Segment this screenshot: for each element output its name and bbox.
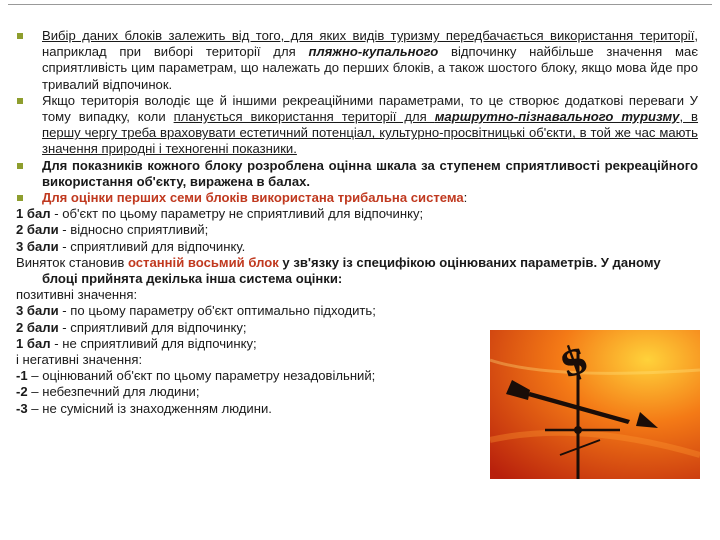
text-segment: Вибір даних блоків залежить від того, для яких видів туризму передбачається використання території [42,28,695,43]
square-bullet-icon [17,163,23,169]
text-segment: -2 [16,384,28,400]
text-line [16,303,476,319]
text-segment: пляжно-купального [308,44,439,60]
text-line [16,352,476,368]
text-line [16,384,476,400]
text-segment: 2 бали [16,222,59,238]
text-line [16,401,476,417]
text-line [16,206,698,222]
text-segment: 3 бали [16,303,59,319]
text-segment: – небезпечний для людини; [27,384,200,400]
top-divider [8,4,712,5]
text-line [16,336,476,352]
text-segment: - по цьому параметру об'єкт оптимально підходить; [58,303,376,319]
text-segment: 1 бал [16,206,51,222]
text-segment: Виняток становив [16,254,128,270]
square-bullet-icon [17,195,23,201]
weather-vane-photo [490,330,700,479]
text-line [16,368,476,384]
bullet-paragraph [16,158,698,190]
text-segment: – оцінюваний об'єкт по цьому параметру незадовільний; [27,368,376,384]
text-segment: відпочинку найбільше значення має сприятливість цим параметрам, що належать до перших блоків, а також шостого блоку, якщо мова йде про тривалий відпочинок. [42,44,698,92]
text-segment: – не сумісний із знаходженням людини. [27,400,272,416]
text-segment: - відносно сприятливий; [58,222,209,238]
text-segment: маршрутно-пізнавального туризму [434,109,680,125]
text-segment: - сприятливий для відпочинку. [58,238,246,254]
text-segment: - об'єкт по цьому параметру не сприятливий для відпочинку; [50,206,424,222]
text-segment: Якщо територія володіє ще й іншими рекреаційними параметрами, то це створює додаткові переваги У тому випадку, коли [42,92,698,125]
text-segment: Для оцінки перших семи блоків використана трибальна система [42,190,464,206]
text-segment: -3 [16,400,28,416]
text-segment: , в першу чергу треба враховувати естетичний потенціал, культурно-просвітницькі об'єкти, в той же час мають значення природні і техногенні показники. [42,109,699,157]
square-bullet-icon [17,33,23,39]
text-segment: останній восьмий блок [127,254,279,270]
text-segment: -1 [16,368,28,384]
square-bullet-icon [17,98,23,104]
text-segment: , наприклад при виборі території для [42,28,698,60]
text-segment: : [463,190,468,206]
text-line [16,255,698,287]
text-line [16,239,698,255]
dollar-icon: $ [552,334,595,388]
bullet-paragraph [16,190,698,206]
text-segment: планується використання території для [173,109,435,125]
text-line [16,222,698,238]
bullet-paragraph [16,28,698,93]
text-segment: - не сприятливий для відпочинку; [50,335,257,351]
text-segment: Для показників кожного блоку розроблена оцінна шкала за ступенем сприятливості рекреаційного використання об'єкту, виражена в балах. [42,157,698,189]
text-segment: у зв'язку із специфікою оцінюваних параметрів. У даному блоці прийнята декілька інша система оцінки: [42,254,661,287]
text-line [16,287,698,303]
text-segment: 1 бал [16,335,51,351]
text-segment: 2 бали [16,319,59,335]
text-line [16,320,476,336]
text-segment: і негативні значення: [16,352,143,368]
text-segment: 3 бали [16,238,59,254]
bullet-paragraph [16,93,698,158]
text-segment: - сприятливий для відпочинку; [58,319,247,335]
text-segment: позитивні значення: [16,287,138,303]
